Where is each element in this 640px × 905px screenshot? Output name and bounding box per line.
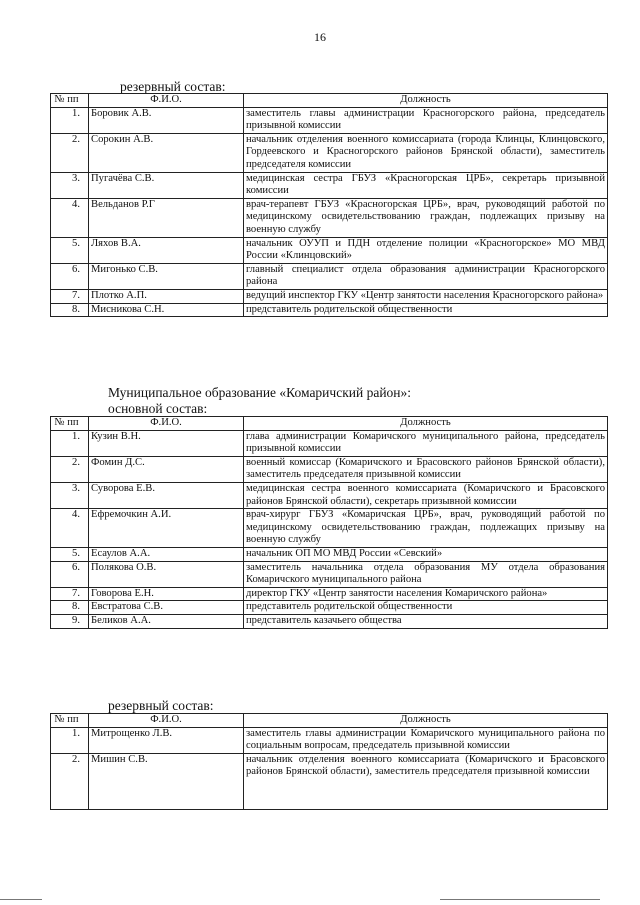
- row-name: Фомин Д.С.: [89, 456, 244, 482]
- row-position: начальник ОУУП и ПДН отделение полиции «Красногорское» МО МВД России «Клинцовский»: [244, 237, 608, 263]
- row-number: 3.: [51, 172, 89, 198]
- row-position: ведущий инспектор ГКУ «Центр занятости населения Красногорского района»: [244, 289, 608, 303]
- table-header-row: [51, 94, 608, 108]
- row-name: Полякова О.В.: [89, 561, 244, 587]
- column-header-position: Должность: [244, 417, 608, 431]
- table-row: [51, 198, 608, 237]
- table-header-row: [51, 417, 608, 431]
- row-number: 6.: [51, 561, 89, 587]
- table-row: [51, 107, 608, 133]
- members-table-2: [50, 416, 608, 629]
- reserve-caption-1: резервный состав:: [120, 79, 226, 94]
- row-position: заместитель главы администрации Красногорского района, председатель призывной комиссии: [244, 107, 608, 133]
- row-position: представитель родительской общественности: [244, 601, 608, 615]
- column-header-position: Должность: [244, 714, 608, 728]
- table-header-row: [51, 714, 608, 728]
- row-name: Беликов А.А.: [89, 614, 244, 628]
- row-position: начальник ОП МО МВД России «Севский»: [244, 547, 608, 561]
- row-name: Мишин С.В.: [89, 753, 244, 809]
- row-position: военный комиссар (Комаричского и Брасовского районов Брянской области), заместитель председателя призывной комиссии: [244, 456, 608, 482]
- column-header-position: Должность: [244, 94, 608, 108]
- table-row: [51, 237, 608, 263]
- row-position: глава администрации Комаричского муниципального района, председатель призывной комиссии: [244, 430, 608, 456]
- municipality-heading: Муниципальное образование «Комаричский район»:: [108, 385, 412, 400]
- row-name: Ефремочкин А.И.: [89, 509, 244, 548]
- row-name: Мисникова С.Н.: [89, 303, 244, 317]
- row-position: врач-терапевт ГБУЗ «Красногорская ЦРБ», врач, руководящий работой по медицинскому освидетельствованию граждан, подлежащих призыву на военную службу: [244, 198, 608, 237]
- table-row: [51, 509, 608, 548]
- row-number: 9.: [51, 614, 89, 628]
- row-name: Евстратова С.В.: [89, 601, 244, 615]
- row-position: директор ГКУ «Центр занятости населения Комаричского района»: [244, 587, 608, 601]
- row-name: Кузин В.Н.: [89, 430, 244, 456]
- table-row: [51, 561, 608, 587]
- row-number: 3.: [51, 482, 89, 508]
- row-position: заместитель начальника отдела образования МУ отдела образования Комаричского муниципального района: [244, 561, 608, 587]
- row-name: Сорокин А.В.: [89, 133, 244, 172]
- table-row: [51, 587, 608, 601]
- row-number: 5.: [51, 547, 89, 561]
- column-header-name: Ф.И.О.: [89, 714, 244, 728]
- table-row: [51, 263, 608, 289]
- table-row: [51, 547, 608, 561]
- row-position: начальник отделения военного комиссариата (Комаричского и Брасовского районов Брянской области), заместитель председателя призывной комиссии: [244, 753, 608, 809]
- row-name: Есаулов А.А.: [89, 547, 244, 561]
- row-number: 2.: [51, 456, 89, 482]
- row-number: 1.: [51, 430, 89, 456]
- row-number: 1.: [51, 727, 89, 753]
- row-number: 2.: [51, 753, 89, 809]
- row-name: Вельданов Р.Г: [89, 198, 244, 237]
- row-number: 8.: [51, 601, 89, 615]
- row-name: Пугачёва С.В.: [89, 172, 244, 198]
- row-name: Суворова Е.В.: [89, 482, 244, 508]
- row-position: врач-хирург ГБУЗ «Комаричская ЦРБ», врач, руководящий работой по медицинскому освидетельствованию граждан, подлежащих призыву на военную службу: [244, 509, 608, 548]
- table-row: [51, 172, 608, 198]
- row-name: Митрощенко Л.В.: [89, 727, 244, 753]
- row-number: 7.: [51, 587, 89, 601]
- row-position: медицинская сестра военного комиссариата (Комаричского и Брасовского районов Брянской области), секретарь призывной комиссии: [244, 482, 608, 508]
- table-row: [51, 482, 608, 508]
- column-header-number: № пп: [51, 714, 89, 728]
- table-row: [51, 456, 608, 482]
- row-number: 7.: [51, 289, 89, 303]
- row-name: Плотко А.П.: [89, 289, 244, 303]
- row-number: 5.: [51, 237, 89, 263]
- row-position: представитель казачьего общества: [244, 614, 608, 628]
- row-number: 2.: [51, 133, 89, 172]
- main-caption: основной состав:: [108, 401, 208, 416]
- table-row: [51, 289, 608, 303]
- row-name: Боровик А.В.: [89, 107, 244, 133]
- members-table-1: [50, 93, 608, 317]
- row-number: 4.: [51, 198, 89, 237]
- table-row: [51, 614, 608, 628]
- table-row: [51, 133, 608, 172]
- row-name: Мигонько С.В.: [89, 263, 244, 289]
- page-number: 16: [314, 30, 326, 44]
- row-position: медицинская сестра ГБУЗ «Красногорская ЦРБ», секретарь призывной комиссии: [244, 172, 608, 198]
- row-name: Говорова Е.Н.: [89, 587, 244, 601]
- row-position: главный специалист отдела образования администрации Красногорского района: [244, 263, 608, 289]
- table-row: [51, 753, 608, 809]
- row-number: 4.: [51, 509, 89, 548]
- row-name: Ляхов В.А.: [89, 237, 244, 263]
- table-row: [51, 727, 608, 753]
- row-position: начальник отделения военного комиссариата (города Клинцы, Клинцовского, Гордеевского и Красногорского районов Брянской области), заместитель председателя комиссии: [244, 133, 608, 172]
- row-number: 1.: [51, 107, 89, 133]
- table-row: [51, 430, 608, 456]
- row-number: 8.: [51, 303, 89, 317]
- members-table-3: [50, 713, 608, 810]
- column-header-number: № пп: [51, 417, 89, 431]
- row-position: представитель родительской общественности: [244, 303, 608, 317]
- row-number: 6.: [51, 263, 89, 289]
- column-header-name: Ф.И.О.: [89, 94, 244, 108]
- column-header-name: Ф.И.О.: [89, 417, 244, 431]
- row-position: заместитель главы администрации Комаричского муниципального района по социальным вопросам, председатель призывной комиссии: [244, 727, 608, 753]
- table-row: [51, 303, 608, 317]
- scan-artifact-line: [0, 899, 42, 900]
- column-header-number: № пп: [51, 94, 89, 108]
- reserve-caption-2: резервный состав:: [108, 698, 214, 713]
- table-row: [51, 601, 608, 615]
- scan-artifact-line: [440, 899, 600, 900]
